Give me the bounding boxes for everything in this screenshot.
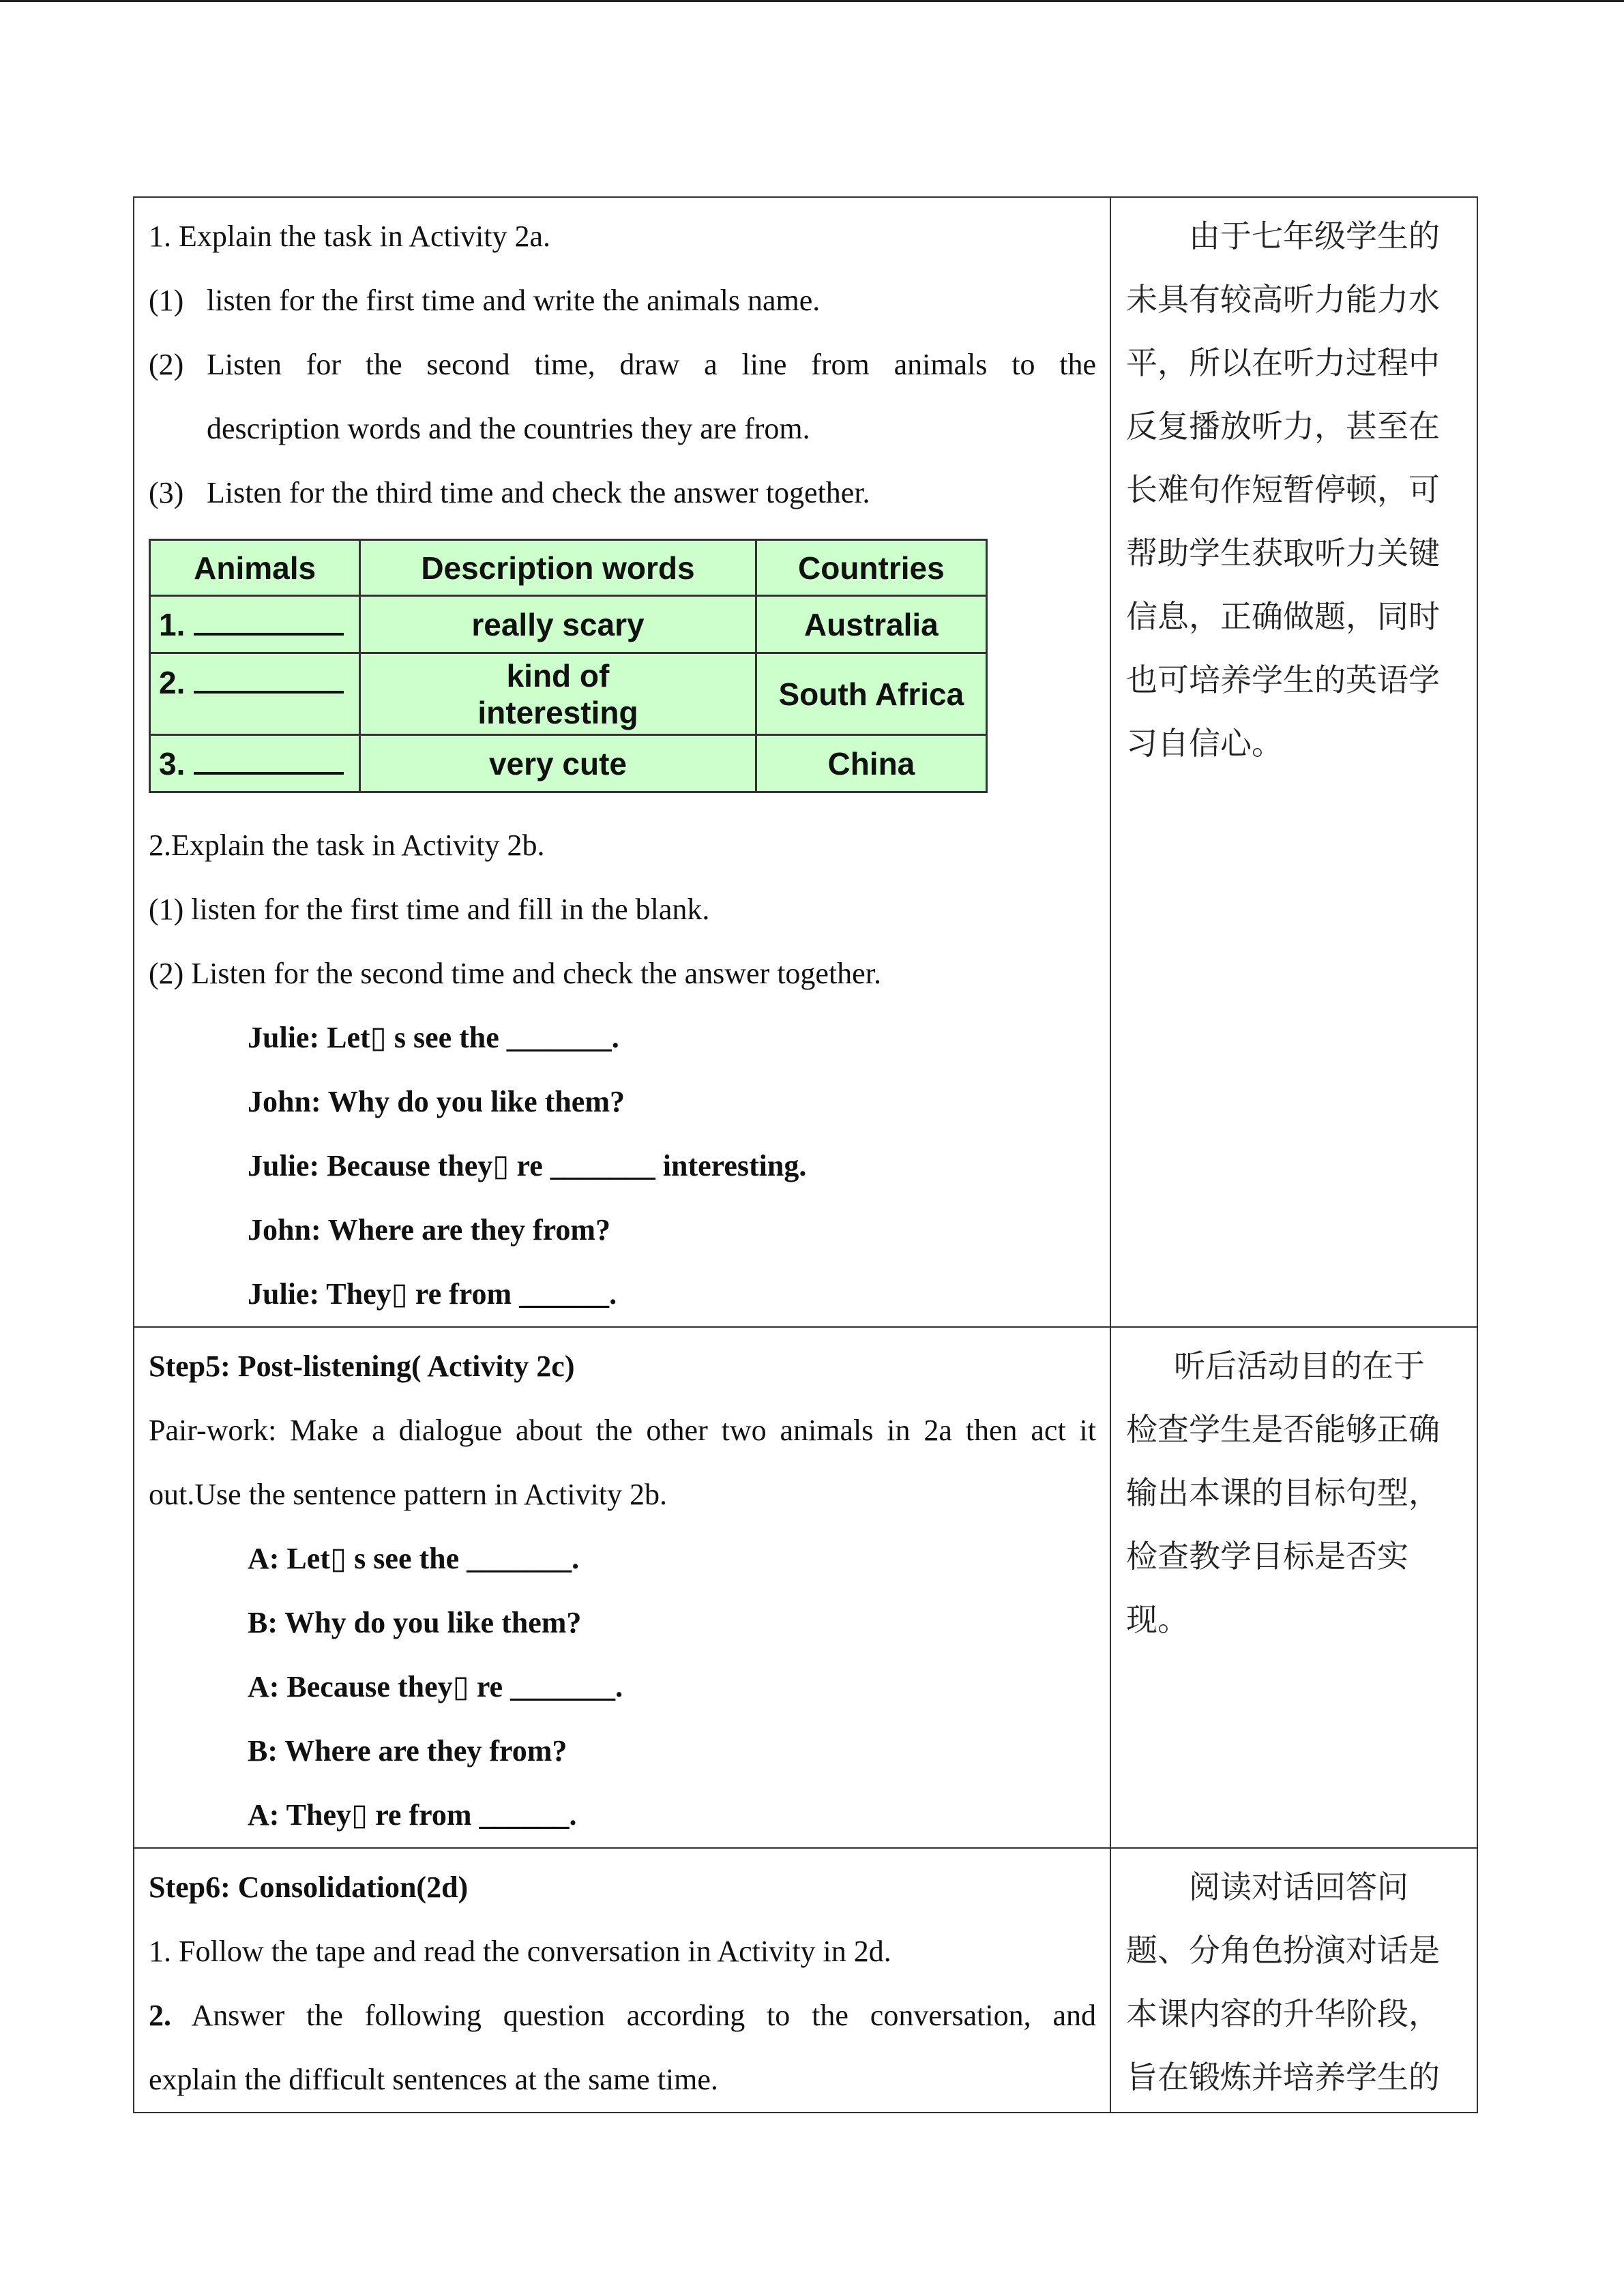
lesson-plan-table [133, 196, 1478, 2113]
description-cell: very cute [360, 735, 756, 792]
intent-line: 题、分角色扮演对话是 [1126, 1932, 1440, 1969]
design-intent-cell [1110, 1327, 1477, 1848]
intent-line: 信息，正确做题，同时 [1126, 598, 1440, 635]
description-line: interesting [477, 694, 638, 730]
page-top-border [0, 0, 1624, 2]
row-number: 2. [159, 665, 186, 700]
step-title: Step5: Post-listening( Activity 2c) [149, 1350, 575, 1383]
lesson-row-post-listening [134, 1327, 1477, 1848]
table-row [150, 653, 987, 735]
row-number: 3. [159, 746, 186, 781]
task-step: (2) Listen for the second time and check the answer together. [149, 957, 881, 990]
intent-line: 本课内容的升华阶段， [1126, 1995, 1440, 2032]
item-number: 2. [149, 1999, 171, 2032]
intent-line: 现。 [1126, 1601, 1189, 1638]
description-cell: really scary [360, 596, 756, 653]
animal-blank [150, 653, 360, 735]
intent-line: 听后活动目的在于 [1174, 1347, 1425, 1384]
fill-blank [194, 745, 344, 775]
paragraph-line: 1. Follow the tape and read the conversation in Activity in 2d. [149, 1935, 891, 1968]
task-step [149, 333, 1096, 397]
intent-line: 检查教学目标是否实 [1126, 1538, 1408, 1575]
procedure-cell [134, 197, 1110, 1327]
task-step [149, 461, 1096, 525]
task-step-continuation: description words and the countries they are from. [207, 412, 810, 445]
table-header-row [150, 540, 987, 596]
procedure-cell [134, 1327, 1110, 1848]
animal-blank [150, 735, 360, 792]
task-step: (1) listen for the first time and fill in the blank. [149, 893, 710, 926]
dialogue-line: B: Why do you like them? [248, 1606, 582, 1639]
intent-line: 习自信心。 [1126, 725, 1283, 762]
step-title: Step6: Consolidation(2d) [149, 1870, 469, 1904]
step-number: (3) [149, 476, 184, 509]
header-animals: Animals [150, 540, 360, 596]
fill-blank [194, 664, 344, 694]
lesson-row-listening [134, 197, 1477, 1327]
task-heading: 2.Explain the task in Activity 2b. [149, 829, 545, 862]
dialogue-line: A: Let▯ s see the _______. [248, 1542, 580, 1575]
dialogue-line: Julie: Let▯ s see the _______. [248, 1021, 619, 1054]
intent-line: 长难句作短暂停顿，可 [1126, 471, 1440, 508]
intent-line: 检查学生是否能够正确 [1126, 1411, 1440, 1448]
step-text: Listen for the third time and check the answer together. [207, 476, 870, 509]
country-cell: China [756, 735, 986, 792]
country-cell: Australia [756, 596, 986, 653]
dialogue-line: John: Where are they from? [248, 1213, 611, 1247]
intent-line: 未具有较高听力能力水 [1126, 281, 1440, 318]
animals-table [149, 539, 988, 793]
intent-line: 帮助学生获取听力关键 [1126, 535, 1440, 571]
dialogue-line: Julie: Because they▯ re _______ interesting. [248, 1149, 807, 1182]
table-row [150, 735, 987, 792]
paragraph-line [149, 1984, 1096, 2048]
intent-line: 平，所以在听力过程中 [1126, 344, 1440, 381]
header-countries: Countries [756, 540, 986, 596]
task-heading: 1. Explain the task in Activity 2a. [149, 220, 551, 253]
dialogue-line: John: Why do you like them? [248, 1085, 625, 1118]
fill-blank [194, 606, 344, 636]
dialogue-line: A: Because they▯ re _______. [248, 1670, 623, 1703]
description-line: kind of [506, 657, 610, 694]
paragraph-line: explain the difficult sentences at the same time. [149, 2063, 718, 2096]
dialogue-line: A: They▯ re from ______. [248, 1798, 577, 1832]
country-cell: South Africa [756, 653, 986, 735]
intent-line: 阅读对话回答问 [1189, 1868, 1408, 1905]
step-number: (1) [149, 284, 184, 317]
design-intent-cell [1110, 197, 1477, 1327]
table-row [150, 596, 987, 653]
procedure-cell [134, 1848, 1110, 2113]
row-number: 1. [159, 607, 186, 642]
paragraph-line: Pair-work: Make a dialogue about the other two animals in 2a then act it [149, 1414, 1096, 1447]
step-text: listen for the first time and write the animals name. [207, 284, 821, 317]
intent-line: 也可培养学生的英语学 [1126, 661, 1440, 698]
task-step [149, 269, 1096, 333]
header-description: Description words [360, 540, 756, 596]
intent-line: 反复播放听力，甚至在 [1126, 408, 1440, 445]
step-number: (2) [149, 348, 184, 381]
animal-blank [150, 596, 360, 653]
dialogue-line: Julie: They▯ re from ______. [248, 1277, 617, 1311]
description-cell [360, 653, 756, 735]
paragraph-line: out.Use the sentence pattern in Activity 2b. [149, 1478, 668, 1511]
item-text: Answer the following question according to the conversation, and [171, 1999, 1096, 2032]
lesson-row-consolidation [134, 1848, 1477, 2113]
design-intent-cell [1110, 1848, 1477, 2113]
intent-line: 输出本课的目标句型， [1126, 1474, 1440, 1511]
step-text: Listen for the second time, draw a line from animals to the [207, 348, 1096, 381]
intent-line: 旨在锻炼并培养学生的 [1126, 2059, 1440, 2096]
dialogue-line: B: Where are they from? [248, 1734, 567, 1768]
intent-line: 由于七年级学生的 [1189, 218, 1440, 254]
